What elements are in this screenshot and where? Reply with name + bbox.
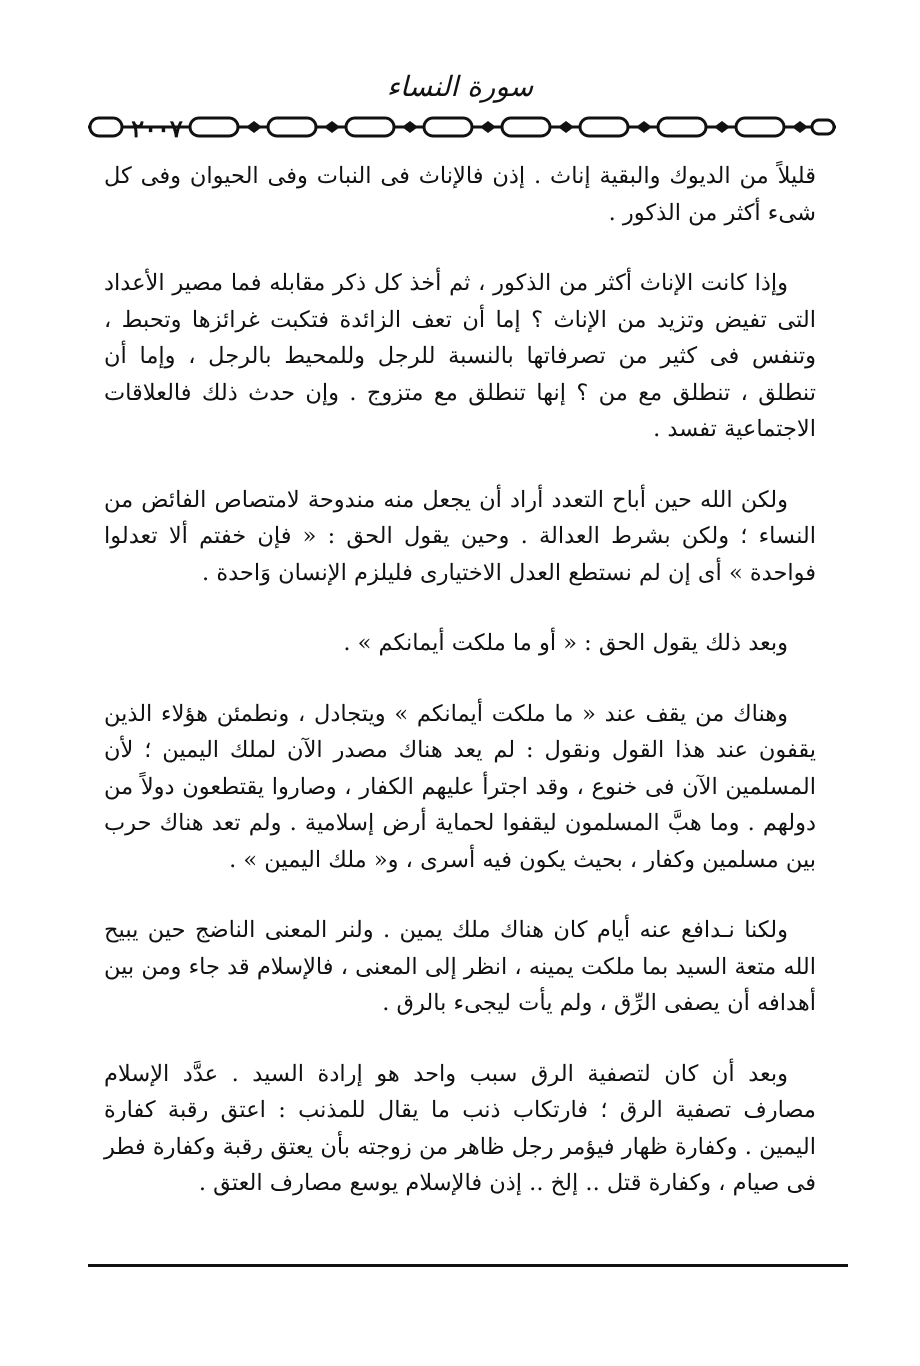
page-number: ٢٠٠٧ [131,114,183,143]
paragraph: وبعد أن كان لتصفية الرق سبب واحد هو إرادة السيد . عدَّد الإسلام مصارف تصفية الرق ؛ فارتكاب ذنب ما يقال للمذنب : اعتق رقبة كفارة اليمين . وكفارة ظهار فيؤمر رجل ظاهر من زوجته بأن يعتق رقبة وكفارة فطر فى صيام ، وكفارة قتل .. إلخ .. إذن فالإسلام يوسع مصارف العتق . [104,1060,816,1196]
body-text [104,158,816,1236]
paragraph: قليلاً من الديوك والبقية إناث . إذن فالإناث فى النبات وفى الحيوان وفى كل شىء أكثر من الذكور . [104,163,816,226]
paragraph: ولكن الله حين أباح التعدد أراد أن يجعل منه مندوحة لامتصاص الفائض من النساء ؛ ولكن بشرط العدالة . وحين يقول الحق : « فإن خفتم ألا تعدلوا فواحدة » أى إن لم نستطع العدل الاختيارى فليلزم الإنسان وَاحدة . [104,486,816,586]
paragraph: ولكنا نـدافع عنه أيام كان هناك ملك يمين . ولنر المعنى الناضج حين يبيح الله متعة السيد بما ملكت يمينه ، انظر إلى المعنى ، فالإسلام قد جاء ومن بين أهدافه أن يصفى الرِّق ، ولم يأت ليجىء بالرق . [104,917,817,1016]
footer-divider [88,1264,848,1267]
surah-title: سورة النساء [386,70,534,103]
paragraph: وبعد ذلك يقول الحق : « أو ما ملكت أيمانكم » . [343,630,788,656]
paragraph: وهناك من يقف عند « ما ملكت أيمانكم » ويتجادل ، ونطمئن هؤلاء الذين يقفون عند هذا القول ونقول : لم يعد هناك مصدر الآن لملك اليمين ؛ لأن المسلمين الآن فى خنوع ، وقد اجترأ عليهم الكفار ، وصاروا يقتطعون دولاً من دولهم . وما هبَّ المسلمون ليقفوا لحماية أرض إسلامية . ولم تعد هناك حرب بين مسلمين وكفار ، بحيث يكون فيه أسرى ، و« ملك اليمين » . [104,700,816,873]
header-ornament [86,112,838,142]
paragraph: وإذا كانت الإناث أكثر من الذكور ، ثم أخذ كل ذكر مقابله فما مصير الأعداد التى تفيض وتزيد من الإناث ؟ إما أن تعف الزائدة فتكبت غرائزها وتحبط ، وتنفس فى كثير من تصرفاتها بالنسبة للرجل وللمحيط بالرجل ، وإما أن تنطلق ، تنطلق مع من ؟ إنها تنطلق مع متزوج . وإن حدث ذلك فالعلاقات الاجتماعية تفسد . [104,270,816,442]
